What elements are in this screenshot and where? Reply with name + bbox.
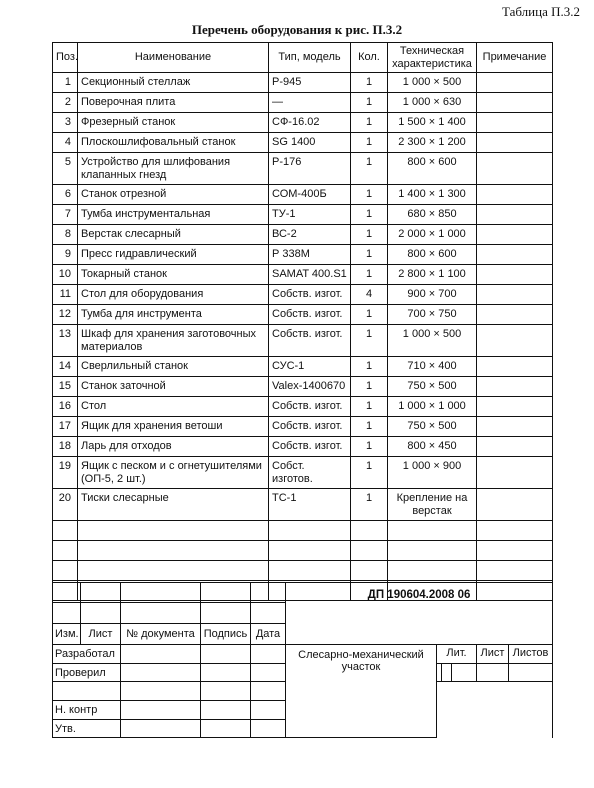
row-num: 14 xyxy=(53,357,78,377)
row-type: Собств. изгот. xyxy=(269,325,351,357)
row-num: 15 xyxy=(53,377,78,397)
row-num: 7 xyxy=(53,205,78,225)
row-name: Пресс гидравлический xyxy=(78,245,269,265)
table-row xyxy=(53,305,553,325)
row-spec: Крепление на верстак xyxy=(388,489,477,521)
row-note xyxy=(477,153,553,185)
row-spec: 800 × 600 xyxy=(388,153,477,185)
row-num: 10 xyxy=(53,265,78,285)
header-doc-no: № документа xyxy=(121,624,201,645)
table-row xyxy=(53,377,553,397)
header-signature: Подпись xyxy=(201,624,251,645)
row-note xyxy=(477,325,553,357)
row-num: 12 xyxy=(53,305,78,325)
row-note xyxy=(477,133,553,153)
role-checked: Проверил xyxy=(53,664,121,682)
row-qty: 4 xyxy=(351,285,388,305)
row-num: 11 xyxy=(53,285,78,305)
row-name: Фрезерный станок xyxy=(78,113,269,133)
row-spec: 680 × 850 xyxy=(388,205,477,225)
row-qty: 1 xyxy=(351,205,388,225)
row-spec: 1 000 × 1 000 xyxy=(388,397,477,417)
header-num: Поз. xyxy=(53,43,78,73)
row-spec: 1 400 × 1 300 xyxy=(388,185,477,205)
row-qty: 1 xyxy=(351,417,388,437)
header-spec: Техническая характеристика xyxy=(388,43,477,73)
row-type: Собств. изгот. xyxy=(269,305,351,325)
row-name: Ларь для отходов xyxy=(78,437,269,457)
sheet-lit: Лит. xyxy=(437,645,477,664)
empty-row xyxy=(53,521,553,541)
row-qty: 1 xyxy=(351,357,388,377)
table-row xyxy=(53,265,553,285)
row-note xyxy=(477,305,553,325)
table-number-label: Таблица П.3.2 xyxy=(502,4,580,19)
row-spec: 1 000 × 500 xyxy=(388,325,477,357)
row-qty: 1 xyxy=(351,113,388,133)
row-num: 20 xyxy=(53,489,78,521)
row-note xyxy=(477,185,553,205)
row-num: 19 xyxy=(53,457,78,489)
row-num: 17 xyxy=(53,417,78,437)
table-row xyxy=(53,113,553,133)
row-qty: 1 xyxy=(351,245,388,265)
row-note xyxy=(477,93,553,113)
table-row xyxy=(53,397,553,417)
sheet-list: Лист xyxy=(477,645,509,664)
row-qty: 1 xyxy=(351,185,388,205)
row-num: 4 xyxy=(53,133,78,153)
sheet-lists: Листов xyxy=(509,645,553,664)
row-type: ВС-2 xyxy=(269,225,351,245)
row-name: Устройство для шлифования клапанных гнезд xyxy=(78,153,269,185)
table-row xyxy=(53,357,553,377)
row-qty: 1 xyxy=(351,325,388,357)
table-row xyxy=(53,489,553,521)
document-title: Перечень оборудования к рис. П.3.2 xyxy=(191,22,403,37)
row-qty: 1 xyxy=(351,377,388,397)
row-spec: 800 × 450 xyxy=(388,437,477,457)
table-row xyxy=(53,285,553,305)
row-type: Р-176 xyxy=(269,153,351,185)
row-qty: 1 xyxy=(351,457,388,489)
row-name: Ящик для хранения ветоши xyxy=(78,417,269,437)
row-note xyxy=(477,205,553,225)
row-note xyxy=(477,457,553,489)
row-qty: 1 xyxy=(351,265,388,285)
role-approved: Утв. xyxy=(53,720,121,738)
row-num: 18 xyxy=(53,437,78,457)
row-type: Собств. изгот. xyxy=(269,397,351,417)
equipment-table-body xyxy=(53,73,553,601)
title-block xyxy=(52,582,553,738)
row-type: Собств. изгот. xyxy=(269,417,351,437)
header-note: Примечание xyxy=(477,43,553,73)
row-type: Р 338М xyxy=(269,245,351,265)
row-name: Плоскошлифовальный станок xyxy=(78,133,269,153)
table-row xyxy=(53,437,553,457)
table-row xyxy=(53,325,553,357)
table-row xyxy=(53,205,553,225)
row-note xyxy=(477,73,553,93)
row-spec: 1 500 × 1 400 xyxy=(388,113,477,133)
row-num: 9 xyxy=(53,245,78,265)
table-row xyxy=(53,153,553,185)
row-type: SG 1400 xyxy=(269,133,351,153)
row-note xyxy=(477,489,553,521)
row-qty: 1 xyxy=(351,437,388,457)
table-header-row xyxy=(53,43,553,73)
row-qty: 1 xyxy=(351,73,388,93)
row-type: Valex-1400670 xyxy=(269,377,351,397)
row-qty: 1 xyxy=(351,397,388,417)
table-row xyxy=(53,225,553,245)
row-spec: 1 000 × 630 xyxy=(388,93,477,113)
header-name: Наименование xyxy=(78,43,269,73)
row-spec: 750 × 500 xyxy=(388,377,477,397)
row-spec: 2 800 × 1 100 xyxy=(388,265,477,285)
row-note xyxy=(477,113,553,133)
row-name: Поверочная плита xyxy=(78,93,269,113)
row-type: СФ-16.02 xyxy=(269,113,351,133)
table-row xyxy=(53,93,553,113)
row-note xyxy=(477,245,553,265)
row-spec: 2 300 × 1 200 xyxy=(388,133,477,153)
row-type: ТУ-1 xyxy=(269,205,351,225)
row-note xyxy=(477,265,553,285)
row-note xyxy=(477,285,553,305)
row-type: Собств. изгот. xyxy=(269,285,351,305)
row-num: 2 xyxy=(53,93,78,113)
row-name: Тиски слесарные xyxy=(78,489,269,521)
row-qty: 1 xyxy=(351,93,388,113)
empty-row xyxy=(53,541,553,561)
row-name: Сверлильный станок xyxy=(78,357,269,377)
row-type: — xyxy=(269,93,351,113)
row-name: Верстак слесарный xyxy=(78,225,269,245)
row-name: Шкаф для хранения заготовочных материалов xyxy=(78,325,269,357)
header-qty: Кол. xyxy=(351,43,388,73)
row-note xyxy=(477,357,553,377)
row-spec: 800 × 600 xyxy=(388,245,477,265)
row-name: Ящик с песком и с огнетушителями (ОП-5, 2 шт.) xyxy=(78,457,269,489)
table-row xyxy=(53,133,553,153)
row-qty: 1 xyxy=(351,153,388,185)
row-qty: 1 xyxy=(351,489,388,521)
table-row xyxy=(53,245,553,265)
row-num: 5 xyxy=(53,153,78,185)
table-row xyxy=(53,185,553,205)
row-num: 6 xyxy=(53,185,78,205)
row-name: Секционный стеллаж xyxy=(78,73,269,93)
section-title: Слесарно-механический участок xyxy=(286,645,437,738)
role-developed: Разработал xyxy=(53,645,121,664)
row-qty: 1 xyxy=(351,225,388,245)
row-note xyxy=(477,397,553,417)
row-note xyxy=(477,437,553,457)
table-row xyxy=(53,417,553,437)
row-name: Станок заточной xyxy=(78,377,269,397)
row-spec: 700 × 750 xyxy=(388,305,477,325)
row-spec: 1 000 × 500 xyxy=(388,73,477,93)
row-num: 8 xyxy=(53,225,78,245)
row-num: 13 xyxy=(53,325,78,357)
row-note xyxy=(477,417,553,437)
document-code: ДП 190604.2008 06 xyxy=(286,583,553,645)
row-type: СОМ-400Б xyxy=(269,185,351,205)
row-name: Токарный станок xyxy=(78,265,269,285)
row-spec: 710 × 400 xyxy=(388,357,477,377)
row-type: SAMAT 400.S1 xyxy=(269,265,351,285)
row-spec: 1 000 × 900 xyxy=(388,457,477,489)
row-name: Тумба инструментальная xyxy=(78,205,269,225)
row-name: Станок отрезной xyxy=(78,185,269,205)
role-n-control: Н. контр xyxy=(53,701,121,720)
row-name: Стол для оборудования xyxy=(78,285,269,305)
table-row xyxy=(53,457,553,489)
row-type: Собст. изготов. xyxy=(269,457,351,489)
header-izm: Изм. xyxy=(53,624,81,645)
row-name: Тумба для инструмента xyxy=(78,305,269,325)
row-num: 1 xyxy=(53,73,78,93)
header-list: Лист xyxy=(81,624,121,645)
row-num: 3 xyxy=(53,113,78,133)
equipment-table xyxy=(52,42,553,601)
row-num: 16 xyxy=(53,397,78,417)
row-type: Р-945 xyxy=(269,73,351,93)
row-type: ТС-1 xyxy=(269,489,351,521)
row-qty: 1 xyxy=(351,133,388,153)
row-note xyxy=(477,377,553,397)
row-name: Стол xyxy=(78,397,269,417)
row-spec: 2 000 × 1 000 xyxy=(388,225,477,245)
row-note xyxy=(477,225,553,245)
row-type: СУС-1 xyxy=(269,357,351,377)
row-type: Собств. изгот. xyxy=(269,437,351,457)
row-qty: 1 xyxy=(351,305,388,325)
empty-row xyxy=(53,561,553,581)
header-type: Тип, модель xyxy=(269,43,351,73)
table-row xyxy=(53,73,553,93)
row-spec: 750 × 500 xyxy=(388,417,477,437)
header-date: Дата xyxy=(251,624,286,645)
row-spec: 900 × 700 xyxy=(388,285,477,305)
